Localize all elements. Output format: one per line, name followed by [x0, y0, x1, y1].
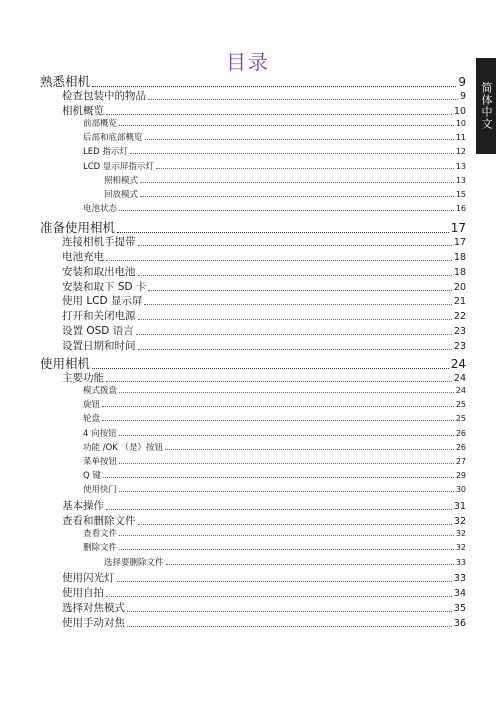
toc-entry-label: LED 指示灯 — [83, 147, 128, 158]
toc-entry[interactable] — [104, 556, 466, 568]
dot-leader — [140, 195, 454, 197]
toc-entry-page: 13 — [455, 175, 466, 185]
toc-entry[interactable] — [62, 103, 466, 118]
toc-entry[interactable] — [104, 174, 466, 186]
toc-entry[interactable] — [62, 585, 466, 600]
page-title: 目录 — [226, 50, 270, 74]
toc-entry[interactable] — [62, 249, 466, 264]
toc-entry-label: 后部和底部概览 — [83, 133, 143, 144]
toc-entry-label: 旋钮 — [83, 400, 101, 411]
toc-entry-label: 连接相机手提带 — [62, 236, 136, 249]
dot-leader — [127, 610, 452, 612]
dot-leader — [117, 231, 449, 233]
dot-leader — [140, 181, 454, 183]
toc-entry[interactable] — [62, 615, 466, 630]
toc-entry-page: 25 — [455, 414, 466, 424]
dot-leader — [119, 548, 454, 550]
dot-leader — [92, 367, 449, 369]
toc-entry-label: 删除文件 — [83, 543, 118, 554]
toc-entry-page: 17 — [453, 237, 466, 249]
toc-entry-page: 36 — [453, 617, 466, 629]
dot-leader — [138, 244, 452, 246]
toc-entry-page: 26 — [455, 428, 466, 438]
toc-entry-page: 9 — [459, 91, 466, 102]
toc-entry-label: 电池状态 — [83, 204, 118, 215]
toc-entry-page: 32 — [455, 543, 466, 553]
toc-entry[interactable] — [62, 513, 466, 528]
toc-entry[interactable] — [62, 570, 466, 585]
toc-entry-label: 使用自拍 — [62, 587, 104, 600]
toc-entry-page: 27 — [455, 457, 466, 466]
toc-entry-label: 轮盘 — [83, 414, 101, 425]
dot-leader — [106, 595, 452, 597]
toc-entry-page: 34 — [453, 588, 466, 600]
toc-entry-page: 17 — [450, 221, 466, 236]
toc-entry-page: 12 — [455, 147, 466, 157]
dot-leader — [119, 434, 454, 436]
toc-entry-page: 32 — [453, 516, 466, 527]
toc-entry-label: 使用快门 — [83, 485, 118, 496]
toc-entry[interactable] — [83, 527, 466, 539]
toc-entry[interactable] — [62, 279, 466, 294]
toc-entry-label: 设置日期和时间 — [62, 339, 136, 352]
dot-leader — [117, 580, 452, 582]
toc-entry[interactable] — [83, 398, 466, 410]
dot-leader — [138, 274, 452, 276]
dot-leader — [144, 303, 451, 305]
toc-entry[interactable] — [62, 498, 466, 513]
dot-leader — [106, 508, 452, 510]
toc-entry-page: 9 — [458, 75, 466, 89]
toc-entry[interactable] — [62, 234, 466, 249]
toc-entry[interactable] — [62, 338, 466, 353]
dot-leader — [138, 523, 452, 525]
toc-entry-page: 24 — [450, 356, 466, 371]
toc-entry-label: 4 向按钮 — [83, 428, 117, 439]
dot-leader — [130, 152, 454, 154]
toc-entry-page: 10 — [453, 105, 466, 117]
toc-entry[interactable] — [83, 483, 466, 495]
toc-entry-page: 23 — [453, 326, 466, 337]
toc-entry[interactable] — [83, 441, 466, 453]
dot-leader — [165, 448, 454, 450]
toc-entry-page: 30 — [455, 485, 466, 495]
toc-entry-label: Q 键 — [83, 471, 101, 482]
toc-entry-label: 设置 OSD 语言 — [62, 325, 134, 337]
dot-leader — [148, 98, 458, 100]
toc-entry-page: 11 — [455, 133, 466, 143]
toc-entry-page: 21 — [453, 296, 466, 308]
toc-entry-label: 相机概览 — [62, 104, 104, 117]
toc-entry-page: 35 — [453, 603, 466, 614]
dot-leader — [102, 405, 454, 407]
toc-entry[interactable] — [83, 455, 466, 467]
toc-entry-label: 菜单按钮 — [83, 457, 118, 467]
toc-entry-label: 查看和删除文件 — [62, 515, 136, 527]
dot-leader — [106, 380, 452, 382]
toc-entry-label: 打开和关闭电源 — [62, 310, 136, 323]
toc-entry-page: 26 — [455, 442, 466, 452]
toc-entry-label: 查看文件 — [83, 529, 118, 540]
toc-entry[interactable] — [83, 117, 466, 129]
dot-leader — [138, 318, 452, 320]
toc-entry-label: 模式拨盘 — [83, 386, 118, 396]
toc-entry-page: 24 — [455, 386, 466, 395]
toc-entry-label: 使用闪光灯 — [62, 572, 115, 585]
dot-leader — [92, 85, 456, 87]
toc-entry-page: 33 — [455, 557, 466, 567]
toc-entry-page: 20 — [453, 281, 466, 293]
toc-entry[interactable] — [83, 412, 466, 424]
toc-entry-label: 前部概览 — [83, 119, 118, 129]
toc-entry[interactable] — [83, 131, 466, 143]
toc-entry[interactable] — [62, 308, 466, 323]
dot-leader — [119, 124, 454, 126]
dot-leader — [119, 209, 454, 211]
toc-entry[interactable] — [83, 145, 466, 157]
language-tab: 简体中文 — [476, 58, 496, 154]
dot-leader — [119, 462, 454, 464]
toc-entry[interactable] — [62, 264, 466, 279]
toc-entry-label: 安装和取出电池 — [62, 265, 136, 278]
toc-entry-page: 22 — [453, 311, 466, 323]
toc-entry[interactable] — [62, 600, 466, 615]
dot-leader — [138, 348, 452, 350]
toc-entry[interactable] — [83, 427, 466, 439]
toc-entry-page: 24 — [453, 372, 466, 384]
toc-entry-label: 准备使用相机 — [40, 220, 116, 236]
toc-entry[interactable] — [62, 323, 466, 338]
dot-leader — [145, 138, 454, 140]
toc-entry-page: 18 — [453, 252, 466, 263]
dot-leader — [156, 167, 454, 169]
toc-entry-label: 熟悉相机 — [40, 74, 91, 89]
toc-entry-page: 15 — [455, 190, 466, 199]
toc-entry-label: 功能 /OK （是）按钮 — [83, 442, 164, 453]
dot-leader — [136, 333, 452, 335]
toc-entry-page: 18 — [453, 266, 466, 278]
toc-entry-label: 选择要删除文件 — [104, 557, 164, 568]
toc-entry-page: 25 — [455, 400, 466, 410]
toc-entry[interactable] — [104, 188, 466, 200]
toc-entry-page: 29 — [455, 471, 466, 481]
toc-entry-label: 主要功能 — [62, 371, 104, 384]
toc-entry[interactable] — [83, 202, 466, 214]
toc-entry[interactable] — [62, 88, 466, 103]
toc-entry-page: 33 — [453, 573, 466, 585]
toc-entry-label: 基本操作 — [62, 500, 104, 513]
toc-entry-page: 23 — [453, 340, 466, 352]
dot-leader — [119, 490, 454, 492]
toc-entry[interactable] — [83, 541, 466, 553]
dot-leader — [127, 625, 452, 627]
toc-entry-page: 31 — [453, 501, 466, 513]
dot-leader — [119, 534, 454, 536]
toc-entry[interactable] — [83, 469, 466, 481]
dot-leader — [102, 419, 454, 421]
toc-entry[interactable] — [62, 370, 466, 385]
toc-entry-label: 选择对焦模式 — [62, 602, 125, 614]
toc-entry-label: 检查包装中的物品 — [62, 90, 146, 102]
toc-entry-page: 32 — [455, 529, 466, 539]
dot-leader — [119, 391, 454, 393]
dot-leader — [148, 289, 451, 291]
toc-entry-label: 电池充电 — [62, 251, 104, 263]
toc-entry-label: 照相模式 — [104, 175, 139, 186]
toc-entry-page: 13 — [455, 161, 466, 171]
toc-entry[interactable] — [83, 160, 466, 172]
dot-leader — [106, 113, 452, 115]
dot-leader — [103, 476, 454, 478]
toc-entry-label: 使用相机 — [40, 355, 91, 371]
toc-entry[interactable] — [83, 384, 466, 396]
toc-entry-label: 使用手动对焦 — [62, 616, 125, 629]
toc-entry-page: 10 — [455, 119, 466, 128]
toc-entry-label: 使用 LCD 显示屏 — [62, 295, 143, 308]
dot-leader — [106, 259, 452, 261]
toc-entry[interactable] — [62, 293, 466, 308]
toc-entry-page: 16 — [455, 204, 466, 214]
dot-leader — [166, 563, 454, 565]
toc-entry-label: 安装和取下 SD 卡 — [62, 280, 147, 293]
toc-entry-label: LCD 显示屏指示灯 — [83, 161, 154, 172]
toc-entry-label: 回放模式 — [104, 190, 139, 200]
